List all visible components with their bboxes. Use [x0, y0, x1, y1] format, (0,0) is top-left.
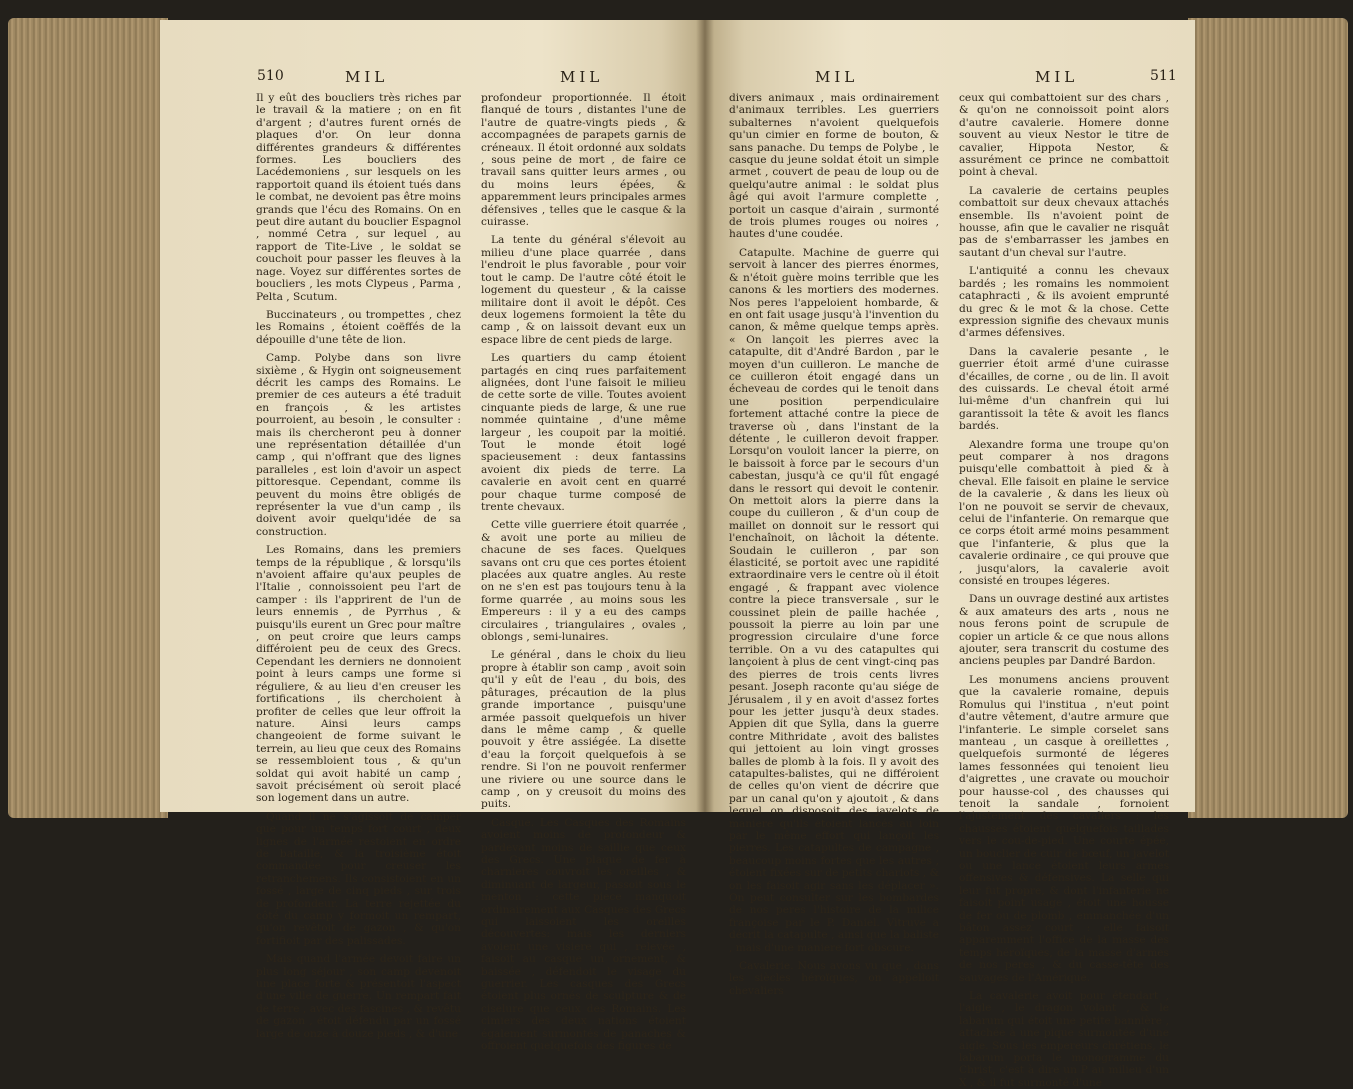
paragraph: Les monumens anciens prouvent que la cavalerie romaine, depuis Romulus qui l'institua , n'eut point d'autre vêtement, d'autre armure que l'infanterie. Le simple corselet sans manteau , un casque à oreillettes , quelquefois surmonté de légeres lames fessonnées qui tenoient lieu d'aigrettes , une cravate ou mouchoir pour hausse-col , des chausses qui tenoit la sandale , fornoient l'ajustement des cavaliers : les chausses étoient quelquefois taillades vers le cou-de-pied. Une courte épée, un bouclier de cuir de bœuf, un javelot ou une lance étoient leurs armes offensives & défensives. La selle qui leur fut propre, & dont l'infanterie ne faisoit point usage , étoit une housse de fer ou de plomb , emmanchée d'un bâton assez court : elle faisoit apparemment l'office de la masse des temps héroïques, de la masse d'armes de nos peres , & du casse-tête des sauvages de l'Amérique. — [959, 673, 1169, 984]
book-gutter — [696, 20, 714, 812]
paragraph: Dans un ouvrage destiné aux artistes & aux amateurs des arts , nous ne nous ferons point de scrupule de copier un article & ce que nous allons ajouter, sera transcrit du costume des anciens peuples par Dandré Bardon. — [959, 593, 1169, 668]
paragraph: Mais quand l'armée devoit faire un plus long séjour , son camp devenoit une place forte & présentoit l'aspect d'une ville de guerre. Un rempart fait de terre , avec des fascines , & revêtu de gazon , étoit défendu par un fossé large de onze à douze pieds , & d'une — [256, 953, 461, 1040]
paragraph: Cette ville guerriere étoit quarrée , & avoit une porte au milieu de chacune de ses faces. Quelques savans ont cru que ces portes étoient placées aux quatre angles. Au reste on ne s'en est pas toujours tenu à la forme quarrée , au moins sous les Empereurs : il y a eu des camps circulaires , triangulaires , ovales , oblongs , semi-lunaires. — [481, 519, 686, 644]
left-page-column-1 — [256, 92, 461, 1040]
paragraph: ceux qui combattoient sur des chars , & qu'on ne connoissoit point alors d'autre cavalerie. Homere donne souvent au vieux Nestor le titre de cavalier, Hippota Nestor, & assurément ce prince ne combattoit point à cheval. — [959, 92, 1169, 179]
paragraph: Casque. Les Casques des Romains avoient moins de profondeur & pardevant moins de saillie que ceux des Grecs. Une plaque de fer à charnieres couvroit les oreilles , & diminuant de largeur, passoit sous le menton : cette piece manquoit ordinairement aux Casques des Grecs qui laissoient les oreilles découvertes: mais les derniers avoient une visiere qui , relevée , faisoit au casque un ornement, & baissée , défendoit le visage du guerrier. Les casques des Grecs étoient plus ornés de sculpture & de ciselure que ceux des Romains. Les cimiers des deux nations étoient également surmontés de panaches & offroient quelquefois des figures de — [481, 816, 686, 1053]
paragraph: Camp. Polybe dans son livre sixième , & Hygin ont soigneusement décrit les camps des Romains. Le premier de ces auteurs a été traduit en françois , & les artistes pourroient, au besoin , le consulter : mais ils chercheront peu à donner une représentation détaillée d'un camp , qui n'offrant que des lignes paralleles , est loin d'avoir un aspect pittoresque. Cependant, comme ils peuvent du moins être obligés de représenter la vue d'un camp , ils doivent avoir quelqu'idée de sa construction. — [256, 352, 461, 538]
page-number-left: 510 — [257, 68, 284, 84]
left-page-column-2 — [481, 92, 686, 1053]
paragraph: Dans la cavalerie pesante , le guerrier étoit armé d'une cuirasse d'écailles, de corne , ou de lin. Il avoit des cuissards. Le cheval étoit armé lui-même d'un chanfrein qui lui garantissoit la tête & avoit les flancs bardés. — [959, 345, 1169, 433]
paragraph: Catapulte. Machine de guerre qui servoit à lancer des pierres énormes, & n'étoit guère moins terrible que les canons & les mortiers des modernes. Nos peres l'appeloient hombarde, & en ont fait usage jusqu'à l'invention du canon, & même quelque temps après. « On lançoit les pierres avec la catapulte, dit d'André Bardon , par le moyen d'un cuilleron. Le manche de ce cuilleron étoit engagé dans un écheveau de cordes qui le tenoit dans une position perpendiculaire fortement attaché contre la piece de traverse où , dans l'instant de la détente , le cuilleron devoit frapper. Lorsqu'on vouloit lancer la pierre, on le baissoit à force par le secours d'un cabestan, jusqu'à ce qu'il fût engagé dans le ressort qui devoit le contenir. On mettoit alors la pierre dans la coupe du cuilleron , & d'un coup de maillet on donnoit sur le ressort qui l'enchaînoit, on lâchoit la détente. Soudain le cuilleron , par son élasticité, se portoit avec une rapidité extraordinaire vers le centre où il étoit engagé , & frappant avec violence contre la piece transversale , sur le coussinet plein de paille hachée , poussoit la pierre au loin par une progression circulaire d'une force terrible. On a vu des catapultes qui lançoient à plus de cent vingt-cinq pas des pierres de trois cents livres pesant. Joseph raconte qu'au siége de Jérusalem , il y en avoit d'assez fortes pour les jetter jusqu'à deux stades. Appien dit que Sylla, dans la guerre contre Mithridate , avoit des balistes qui jettoient au loin vingt grosses balles de plomb à la fois. Il y avoit des catapultes-balistes, qui ne différoient de celles qu'on vient de décrire que par un canal qu'on y ajoutoit , & dans lequel on disposoit des javelots de maniere qu'ils étoient lancés au loin par le même effort qui lançoit les pierres. Les catapultes de campagne , beaucoup moins fortes que les autres , étoient fixées sur de petits chariots , & on les faisoit agir sans les déplacer ». On peut consulter sur les bombardes de nos peres l'histoire de la milice françoise par le P. Daniel. Vitruve a décrit la catapulte , ainsi que la baliste , mais d'une maniere fort obscure. — [729, 246, 939, 954]
page-number-right: 511 — [1150, 68, 1177, 84]
paragraph: La cavalerie avoit pour étendart , l'aigle , le dragon volant , & le labarum qui étoit une petite bannière , attachée à une pique surmontée d'une aigle. Sous les empereurs chrétiens, le labarum porta le monogramme du Christ, c'est à dire un P au milieu d'un X , & il fut surmonté d'une — [959, 990, 1169, 1089]
running-header-right-col2: MIL — [1035, 68, 1079, 86]
paragraph: Buccinateurs , ou trompettes , chez les Romains , étoient coëffés de la dépouille d'une tête de lion. — [256, 308, 461, 346]
paragraph: Quand il ne s'agissoit de camper que pour un temps fort court , deux lignes de l'armée restoient en ordre de bataille, & la troisième étoit commandée pour creuser les retranchemens. Ils consistoient en un fossé , large de cinq pieds , sur trois de profondeur. La terre rejettée du côté du camp y formoit un rempart, qu'on revêtoit de gazon , & qu'on fortifioit par des palissades. — [256, 810, 461, 947]
running-header-right-col1: MIL — [815, 68, 859, 86]
running-header-left-col2: MIL — [560, 68, 604, 86]
right-page-column-1 — [729, 92, 939, 997]
left-page — [160, 20, 705, 1053]
paragraph: Les Romains, dans les premiers temps de la république , & lorsqu'ils n'avoient affaire qu'aux peuples de l'Italie , connoissoient peu l'art de camper : ils l'apprirent de l'un de leurs ennemis , de Pyrrhus , & puisqu'ils eurent un Grec pour maître , on peut croire que leurs camps différoient peu de ceux des Grecs. Cependant les derniers ne donnoient point à leurs camps une forme si réguliere, & au lieu d'en creuser les fortifications , ils cherchoient à profiter de celles que leur offroit la nature. Ainsi leurs camps changeoient de forme suivant le terrein, au lieu que ceux des Romains se ressembloient tous , & qu'un soldat qui avoit habité un camp , savoit précisément où seroit placé son logement dans un autre. — [256, 544, 461, 805]
right-page-column-2 — [959, 92, 1169, 1089]
page-edges-left — [8, 18, 168, 818]
paragraph: L'antiquité a connu les chevaux bardés ; les romains les nommoient cataphracti , & ils avoient emprunté du grec & le mot & la chose. Cette expression signifie des chevaux munis d'armes défensives. — [959, 265, 1169, 340]
paragraph: Il y eût des boucliers très riches par le travail & la matiere ; on en fit d'argent ; d'autres furent ornés de plaques d'or. On leur donna différentes grandeurs & différentes formes. Les boucliers des Lacédemoniens , sur lesquels on les rapportoit quand ils étoient tués dans le combat, ne devoient pas être moins grands que l'écu des Romains. On en peut dire autant du bouclier Espagnol , nommé Cetra , sur lequel , au rapport de Tite-Live , le soldat se couchoit pour passer les fleuves à la nage. Voyez sur différentes sortes de boucliers , les mots Clypeus , Parma , Pelta , Scutum. — [256, 92, 461, 303]
paragraph: profondeur proportionnée. Il étoit flanqué de tours , distantes l'une de l'autre de quatre-vingts pieds , & accompagnées de parapets garnis de créneaux. Il étoit ordonné aux soldats , sous peine de mort , de faire ce travail sans quitter leurs armes , ou du moins leurs épées, & apparemment leurs principales armes défensives , telles que le casque & la cuirasse. — [481, 92, 686, 229]
page-edges-right — [1188, 18, 1348, 818]
paragraph: Les quartiers du camp étoient partagés en cinq rues parfaitement alignées, dont l'une faisoit le milieu de cette sorte de ville. Toutes avoient cinquante pieds de large, & une rue nommée quintaine , d'une même largeur , les coupoit par la moitié. Tout le monde étoit logé spacieusement : deux fantassins avoient dix pieds de terre. La cavalerie en avoit cent en quarré pour chaque turme composé de trente chevaux. — [481, 352, 686, 513]
running-header-left-col1: MIL — [345, 68, 389, 86]
paragraph: Cavalerie. Nous avons vu que , dans les siècles héroïques, on appelloit chevaliers — [729, 960, 939, 997]
paragraph: Alexandre forma une troupe qu'on peut comparer à nos dragons puisqu'elle combattoit à pied & à cheval. Elle faisoit en plaine le service de la cavalerie , & dans les lieux où l'on ne pouvoit se servir de chevaux, celui de l'infanterie. On remarque que ce corps étoit armé moins pesamment que l'infanterie, & plus que la cavalerie ordinaire , ce qui prouve que , jusqu'alors, la cavalerie avoit consisté en troupes légeres. — [959, 438, 1169, 588]
paragraph: divers animaux , mais ordinairement d'animaux terribles. Les guerriers subalternes n'avoient quelquefois qu'un cimier en forme de bouton, & sans panache. Du temps de Polybe , le casque du jeune soldat étoit un simple armet , couvert de peau de loup ou de quelqu'autre animal : le soldat plus âgé qui avoit l'armure complette , portoit un casque d'airain , surmonté de trois plumes rouges ou noires , hautes d'une coudée. — [729, 92, 939, 241]
right-page — [705, 20, 1195, 1089]
paragraph: Le général , dans le choix du lieu propre à établir son camp , avoit soin qu'il y eût de l'eau , du bois, des pâturages, précaution de la plus grande importance , puisqu'une armée passoit quelquefois un hiver dans le même camp , & quelle pouvoit y être assiégée. La disette d'eau la forçoit quelquefois à se rendre. Si l'on ne pouvoit renfermer une riviere ou une source dans le camp , on y creusoit du moins des puits. — [481, 649, 686, 811]
paragraph: La cavalerie de certains peuples combattoit sur deux chevaux attachés ensemble. Ils n'avoient point de housse, afin que le cavalier ne risquât pas de s'embarrasser les jambes en sautant d'un cheval sur l'autre. — [959, 184, 1169, 259]
paragraph: La tente du général s'élevoit au milieu d'une place quarrée , dans l'endroit le plus favorable , pour voir tout le camp. De l'autre côté étoit le logement du questeur , & la caisse militaire dont il avoit le dépôt. Ces deux logemens formoient la tête du camp , & on laissoit devant eux un espace libre de cent pieds de large. — [481, 234, 686, 346]
